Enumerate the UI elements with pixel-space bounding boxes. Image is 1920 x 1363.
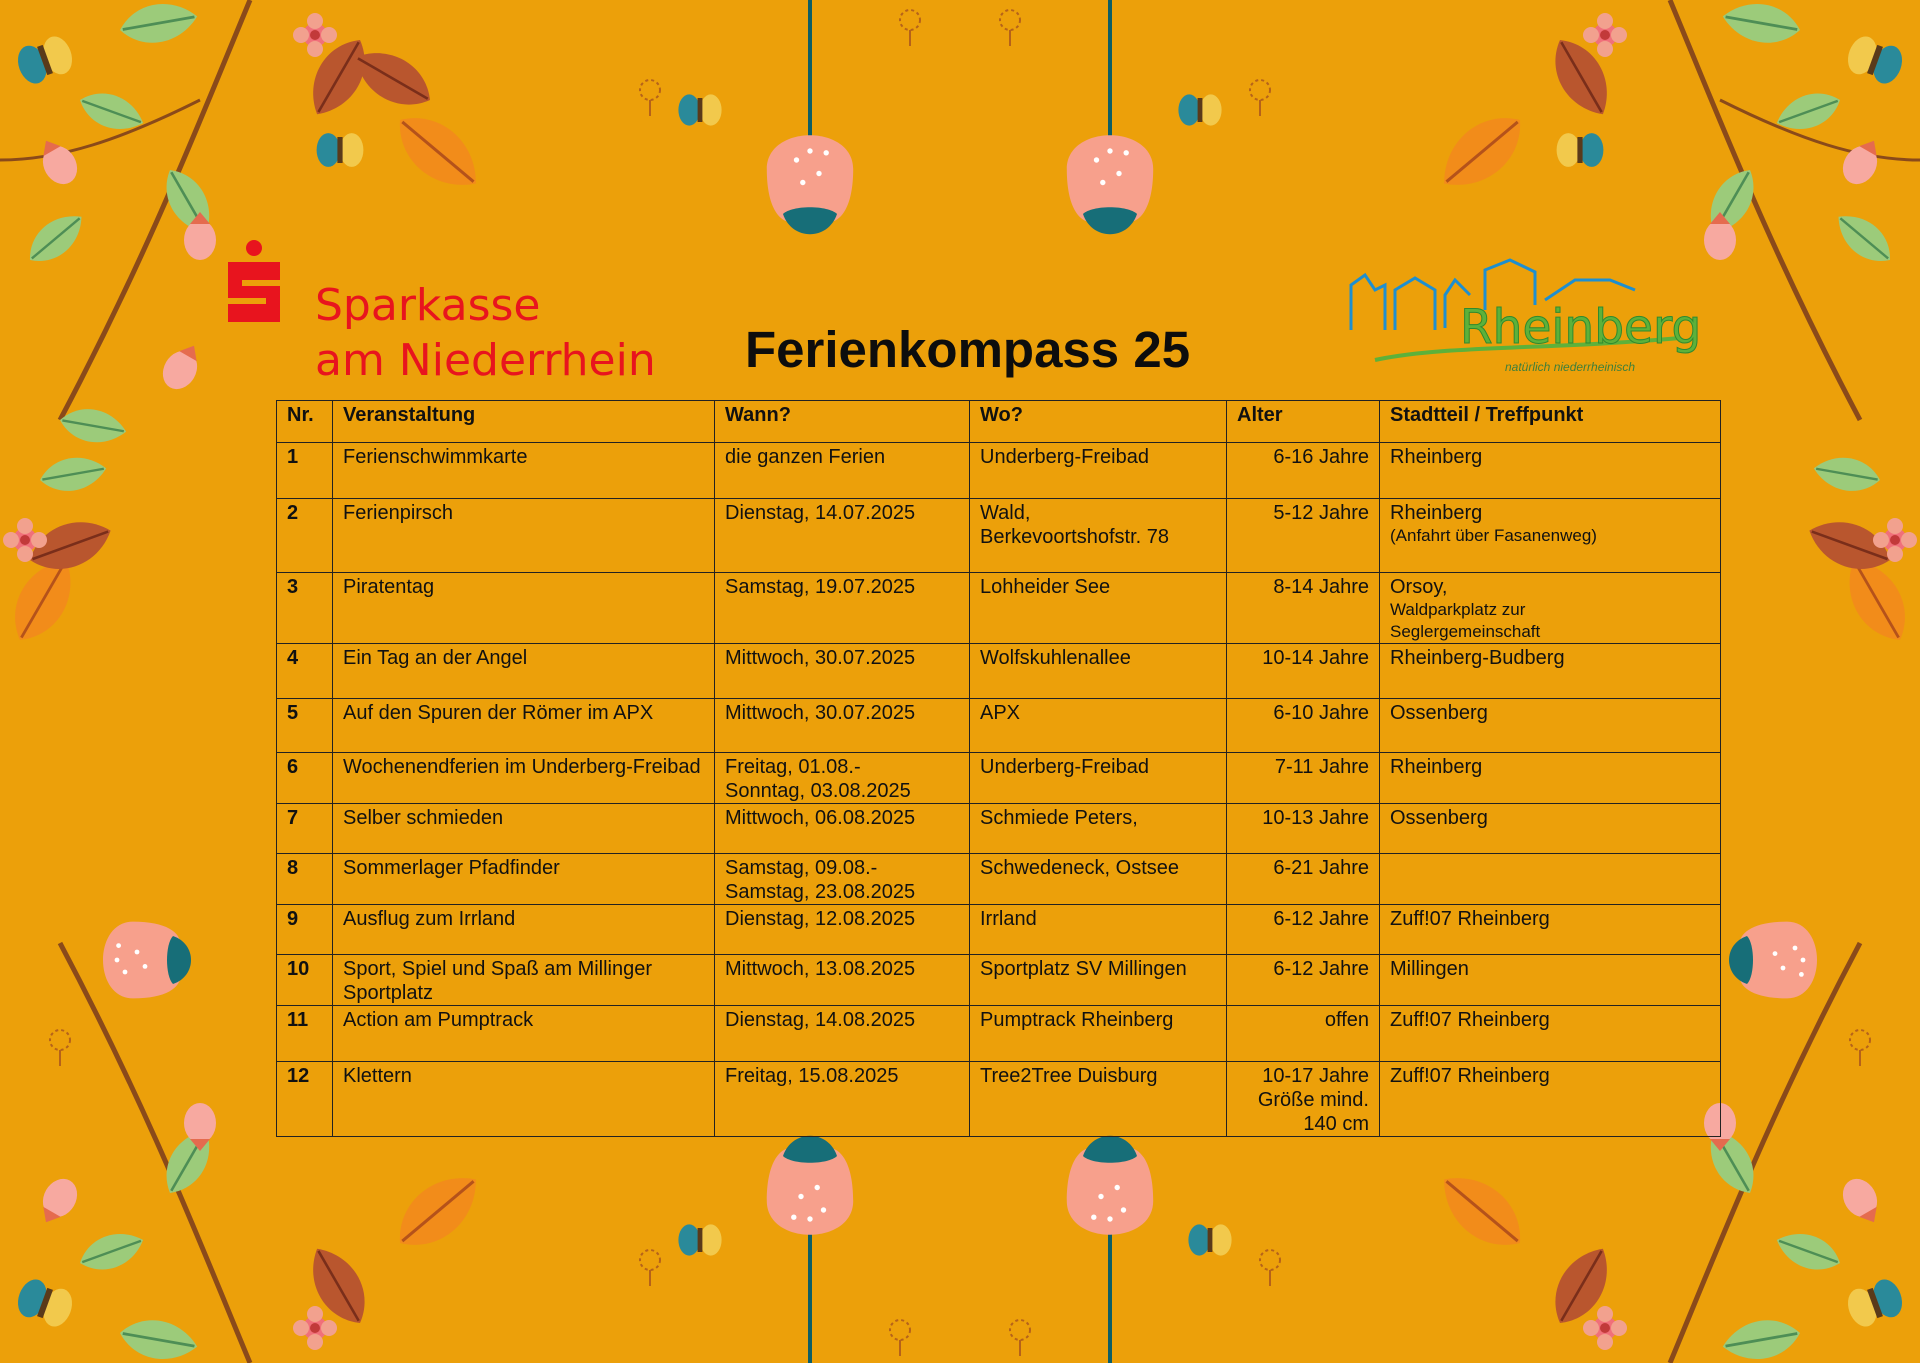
cell-when	[715, 854, 970, 905]
cell-event: Ferienpirsch	[333, 499, 715, 573]
cell-nr: 7	[277, 804, 333, 854]
cell-where	[970, 955, 1227, 1006]
cell-when-line1: Dienstag, 12.08.2025	[725, 908, 916, 930]
col-header-when: Wann?	[715, 401, 970, 443]
cell-when-line1: Dienstag, 14.07.2025	[725, 502, 916, 524]
cell-age: 6-12 Jahre	[1227, 905, 1380, 955]
cell-when-line1: Samstag, 19.07.2025	[725, 576, 916, 598]
cell-place	[1380, 644, 1721, 699]
cell-where-line1: Underberg-Freibad	[980, 446, 1149, 468]
table-row	[277, 854, 1721, 905]
table-row	[277, 804, 1721, 854]
cell-age: 6-21 Jahre	[1227, 854, 1380, 905]
cell-nr: 5	[277, 699, 333, 753]
events-table	[276, 400, 1721, 1137]
cell-event: Ein Tag an der Angel	[333, 644, 715, 699]
cell-place	[1380, 443, 1721, 499]
cell-age: 5-12 Jahre	[1227, 499, 1380, 573]
page-title: Ferienkompass 25	[745, 321, 1191, 378]
cell-where	[970, 804, 1227, 854]
cell-place	[1380, 1062, 1721, 1137]
col-header-nr: Nr.	[277, 401, 333, 443]
cell-place-line1: Zuff!07 Rheinberg	[1390, 1009, 1550, 1031]
cell-where	[970, 699, 1227, 753]
cell-place	[1380, 499, 1721, 573]
table-row	[277, 644, 1721, 699]
cell-event: Selber schmieden	[333, 804, 715, 854]
cell-where-line1: APX	[980, 702, 1021, 724]
cell-event: Ausflug zum Irrland	[333, 905, 715, 955]
cell-place-line1: Rheinberg	[1390, 502, 1483, 524]
cell-where	[970, 753, 1227, 804]
cell-when	[715, 499, 970, 573]
cell-place-line1: Ossenberg	[1390, 702, 1488, 724]
sparkasse-name-line2: am Niederrhein	[315, 335, 656, 386]
cell-when	[715, 955, 970, 1006]
cell-age: 6-10 Jahre	[1227, 699, 1380, 753]
cell-when-line1: die ganzen Ferien	[725, 446, 886, 468]
cell-place	[1380, 905, 1721, 955]
table-row	[277, 1062, 1721, 1137]
cell-age: 10-14 Jahre	[1227, 644, 1380, 699]
cell-nr: 10	[277, 955, 333, 1006]
cell-where	[970, 644, 1227, 699]
cell-where-line1: Pumptrack Rheinberg	[980, 1009, 1174, 1031]
cell-event: Wochenendferien im Underberg-Freibad	[333, 753, 715, 804]
cell-where-line1: Schmiede Peters,	[980, 807, 1138, 829]
cell-when-line1: Mittwoch, 06.08.2025	[725, 807, 916, 829]
cell-place	[1380, 1006, 1721, 1062]
col-header-where: Wo?	[970, 401, 1227, 443]
col-header-event: Veranstaltung	[333, 401, 715, 443]
cell-where	[970, 499, 1227, 573]
rheinberg-logo	[1345, 250, 1702, 380]
cell-where-line1: Underberg-Freibad	[980, 756, 1149, 778]
table-row	[277, 753, 1721, 804]
cell-place-line1: Rheinberg-Budberg	[1390, 647, 1565, 669]
cell-event: Klettern	[333, 1062, 715, 1137]
rheinberg-name: Rheinberg	[1460, 300, 1702, 355]
cell-age: 6-16 Jahre	[1227, 443, 1380, 499]
cell-when-line1: Dienstag, 14.08.2025	[725, 1009, 916, 1031]
table-row	[277, 1006, 1721, 1062]
cell-where	[970, 1006, 1227, 1062]
cell-where	[970, 905, 1227, 955]
table-row	[277, 699, 1721, 753]
col-header-age: Alter	[1227, 401, 1380, 443]
cell-event: Auf den Spuren der Römer im APX	[333, 699, 715, 753]
cell-when-line1: Mittwoch, 13.08.2025	[725, 958, 916, 980]
cell-place-line1: Zuff!07 Rheinberg	[1390, 1065, 1550, 1087]
cell-when-line2: Samstag, 23.08.2025	[725, 881, 916, 903]
cell-place-line1: Millingen	[1390, 958, 1469, 980]
cell-place-line1: Orsoy,	[1390, 576, 1448, 598]
cell-nr: 11	[277, 1006, 333, 1062]
cell-where-line1: Schwedeneck, Ostsee	[980, 857, 1179, 879]
cell-where-line1: Wolfskuhlenallee	[980, 647, 1131, 669]
cell-age	[1227, 1062, 1380, 1137]
cell-place-line2: (Anfahrt über Fasanenweg)	[1390, 526, 1597, 545]
cell-place	[1380, 804, 1721, 854]
cell-when	[715, 1006, 970, 1062]
cell-place	[1380, 753, 1721, 804]
rheinberg-tagline: natürlich niederrheinisch	[1505, 360, 1636, 374]
cell-age: 10-13 Jahre	[1227, 804, 1380, 854]
cell-where-line2: Berkevoortshofstr. 78	[980, 526, 1169, 548]
cell-where	[970, 854, 1227, 905]
cell-when	[715, 804, 970, 854]
cell-when-line1: Mittwoch, 30.07.2025	[725, 702, 916, 724]
cell-nr: 1	[277, 443, 333, 499]
cell-place-line2: Waldparkplatz zur	[1390, 600, 1526, 619]
cell-nr: 8	[277, 854, 333, 905]
cell-when-line1: Mittwoch, 30.07.2025	[725, 647, 916, 669]
cell-when-line1: Freitag, 01.08.-	[725, 756, 861, 778]
table-header-row	[277, 401, 1721, 443]
cell-when	[715, 1062, 970, 1137]
cell-when	[715, 443, 970, 499]
cell-where	[970, 443, 1227, 499]
cell-place-line1: Zuff!07 Rheinberg	[1390, 908, 1550, 930]
cell-where-line1: Irrland	[980, 908, 1037, 930]
cell-age: 7-11 Jahre	[1227, 753, 1380, 804]
cell-place-line1: Rheinberg	[1390, 446, 1483, 468]
cell-event: Sommerlager Pfadfinder	[333, 854, 715, 905]
cell-where-line1: Sportplatz SV Millingen	[980, 958, 1187, 980]
cell-place-line1: Rheinberg	[1390, 756, 1483, 778]
table-row	[277, 499, 1721, 573]
cell-when-line2: Sonntag, 03.08.2025	[725, 780, 911, 802]
cell-when	[715, 699, 970, 753]
cell-where	[970, 573, 1227, 644]
cell-place	[1380, 955, 1721, 1006]
cell-place	[1380, 854, 1721, 905]
cell-where-line1: Tree2Tree Duisburg	[980, 1065, 1158, 1087]
cell-nr: 2	[277, 499, 333, 573]
table-row	[277, 955, 1721, 1006]
cell-where-line1: Lohheider See	[980, 576, 1111, 598]
cell-age-line1: 10-17 Jahre	[1262, 1065, 1369, 1087]
cell-event: Sport, Spiel und Spaß am Millinger Sportplatz	[333, 955, 715, 1006]
cell-when	[715, 644, 970, 699]
col-header-place: Stadtteil / Treffpunkt	[1380, 401, 1721, 443]
cell-where-line1: Wald,	[980, 502, 1031, 524]
cell-event: Action am Pumptrack	[333, 1006, 715, 1062]
cell-place	[1380, 699, 1721, 753]
cell-nr: 3	[277, 573, 333, 644]
sparkasse-logo	[220, 240, 700, 390]
cell-age-line3: 140 cm	[1303, 1113, 1369, 1135]
cell-when-line1: Samstag, 09.08.-	[725, 857, 878, 879]
cell-when	[715, 905, 970, 955]
cell-place-line3: Seglergemeinschaft	[1390, 622, 1541, 641]
cell-event: Piratentag	[333, 573, 715, 644]
cell-event: Ferienschwimmkarte	[333, 443, 715, 499]
cell-when	[715, 573, 970, 644]
sparkasse-name-line1: Sparkasse	[315, 280, 541, 331]
cell-nr: 9	[277, 905, 333, 955]
cell-nr: 4	[277, 644, 333, 699]
cell-place	[1380, 573, 1721, 644]
cell-age: 8-14 Jahre	[1227, 573, 1380, 644]
cell-place-line1: Ossenberg	[1390, 807, 1488, 829]
cell-when	[715, 753, 970, 804]
sparkasse-s-icon	[220, 240, 288, 322]
table-row	[277, 443, 1721, 499]
cell-age: 6-12 Jahre	[1227, 955, 1380, 1006]
cell-age-line2: Größe mind.	[1257, 1089, 1369, 1111]
cell-age: offen	[1227, 1006, 1380, 1062]
cell-nr: 12	[277, 1062, 333, 1137]
cell-when-line1: Freitag, 15.08.2025	[725, 1065, 899, 1087]
table-row	[277, 573, 1721, 644]
table-row	[277, 905, 1721, 955]
cell-where	[970, 1062, 1227, 1137]
cell-nr: 6	[277, 753, 333, 804]
